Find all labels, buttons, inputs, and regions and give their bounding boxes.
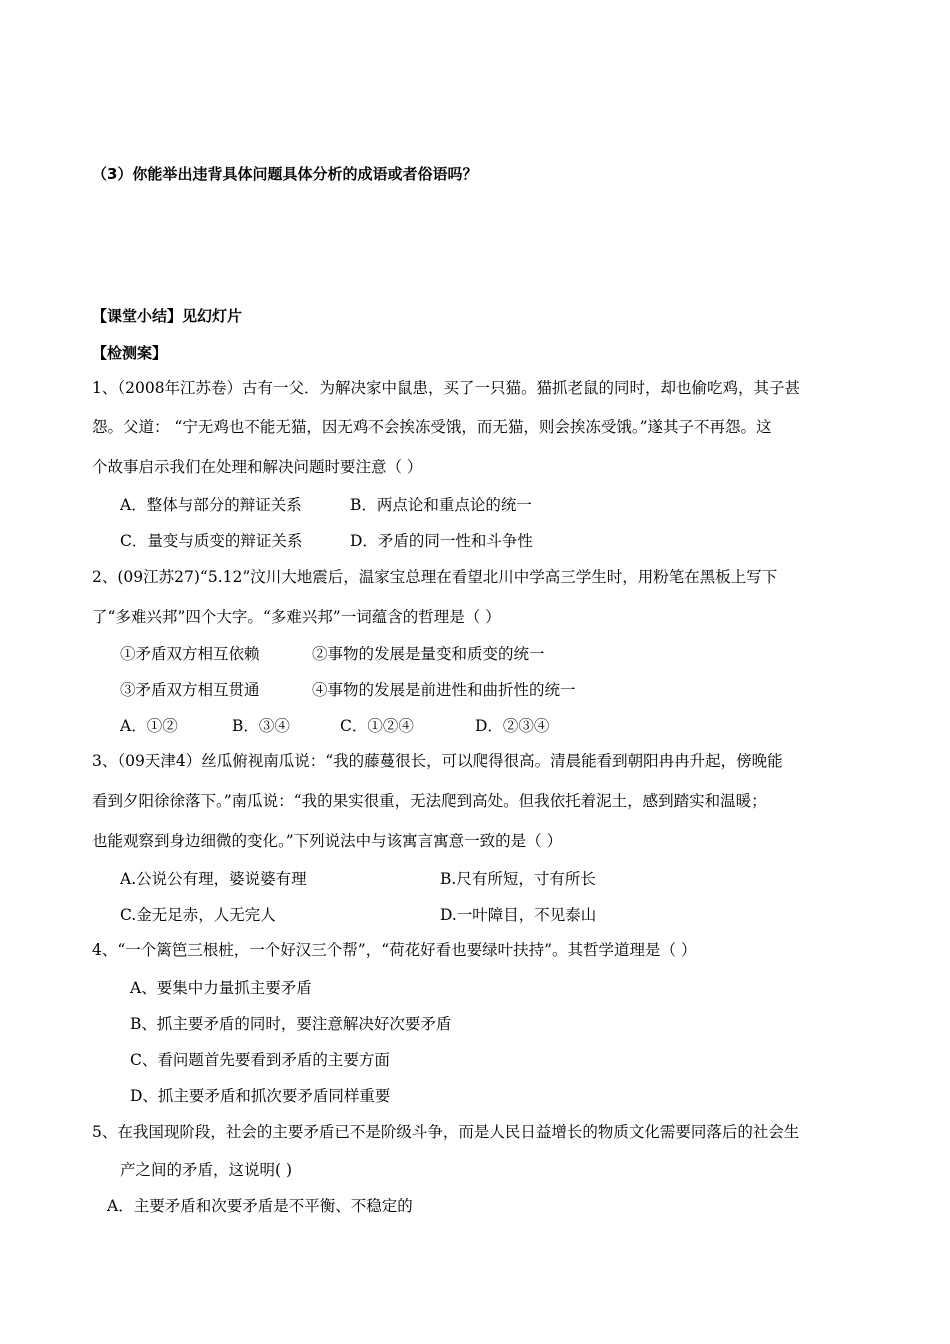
- q4-option-d: D、抓主要矛盾和抓次要矛盾同样重要: [130, 1087, 391, 1105]
- q2-statement-3: ③矛盾双方相互贯通: [120, 681, 260, 699]
- q5-stem-line-1: 5、在我国现阶段，社会的主要矛盾已不是阶级斗争，而是人民日益增长的物质文化需要同落后的社会生: [92, 1123, 800, 1141]
- q2-option-d: D．②③④: [475, 717, 550, 735]
- q1-stem-line-1: 1、（2008年江苏卷）古有一父．为解决家中鼠患，买了一只猫。猫抓老鼠的同时，却也偷吃鸡，其子甚: [92, 379, 801, 397]
- q3-option-c: C.金无足赤，人无完人: [120, 906, 276, 924]
- q3-option-b: B.尺有所短，寸有所长: [440, 870, 596, 888]
- q2-statement-1: ①矛盾双方相互依赖: [120, 645, 260, 663]
- q3-option-a: A.公说公有理，婆说婆有理: [120, 870, 307, 888]
- q4-option-c: C、看问题首先要看到矛盾的主要方面: [130, 1051, 390, 1069]
- q2-stem-line-1: 2、(09江苏27)“5.12”汶川大地震后，温家宝总理在看望北川中学高三学生时，用粉笔在黑板上写下: [92, 568, 778, 586]
- q3-stem-line-3: 也能观察到身边细微的变化。”下列说法中与该寓言寓意一致的是（ ）: [92, 832, 563, 850]
- q2-stem-line-2: 了“多难兴邦”四个大字。“多难兴邦”一词蕴含的哲理是（ ）: [92, 608, 501, 626]
- q3-stem-line-1: 3、（09天津4）丝瓜俯视南瓜说：“我的藤蔓很长，可以爬得很高。清晨能看到朝阳冉冉升起，傍晚能: [92, 752, 783, 770]
- q4-stem-line-1: 4、“一个篱笆三根桩，一个好汉三个帮”，“荷花好看也要绿叶扶持”。其哲学道理是（ ）: [92, 941, 697, 959]
- test-heading: 【检测案】: [92, 344, 168, 362]
- q2-statement-2: ②事物的发展是量变和质变的统一: [312, 645, 545, 663]
- q5-option-a: A．主要矛盾和次要矛盾是不平衡、不稳定的: [107, 1197, 413, 1215]
- q4-option-b: B、抓主要矛盾的同时，要注意解决好次要矛盾: [130, 1015, 452, 1033]
- q1-option-c: C．量变与质变的辩证关系: [120, 532, 303, 550]
- q3-option-d: D.一叶障目，不见泰山: [440, 906, 597, 924]
- q3-stem-line-2: 看到夕阳徐徐落下。”南瓜说：“我的果实很重，无法爬到高处。但我依托着泥土，感到踏实和温暖；: [92, 792, 767, 810]
- q1-option-b: B．两点论和重点论的统一: [350, 496, 532, 514]
- q1-stem-line-3: 个故事启示我们在处理和解决问题时要注意（ ）: [92, 458, 423, 476]
- q2-option-a: A．①②: [120, 717, 178, 735]
- q2-option-c: C．①②④: [340, 717, 414, 735]
- q2-statement-4: ④事物的发展是前进性和曲折性的统一: [312, 681, 576, 699]
- q1-stem-line-2: 怨。父道： “宁无鸡也不能无猫，因无鸡不会挨冻受饿，而无猫，则会挨冻受饿。”遂其子不再怨。这: [92, 418, 772, 436]
- q2-option-b: B．③④: [232, 717, 290, 735]
- summary-heading: 【课堂小结】见幻灯片: [92, 307, 243, 325]
- q1-option-d: D．矛盾的同一性和斗争性: [350, 532, 533, 550]
- q4-option-a: A、要集中力量抓主要矛盾: [130, 979, 312, 997]
- q1-option-a: A．整体与部分的辩证关系: [120, 496, 302, 514]
- question-3-prompt: （3）你能举出违背具体问题具体分析的成语或者俗语吗？: [92, 165, 478, 183]
- q5-stem-line-2: 产之间的矛盾，这说明( ): [120, 1161, 293, 1179]
